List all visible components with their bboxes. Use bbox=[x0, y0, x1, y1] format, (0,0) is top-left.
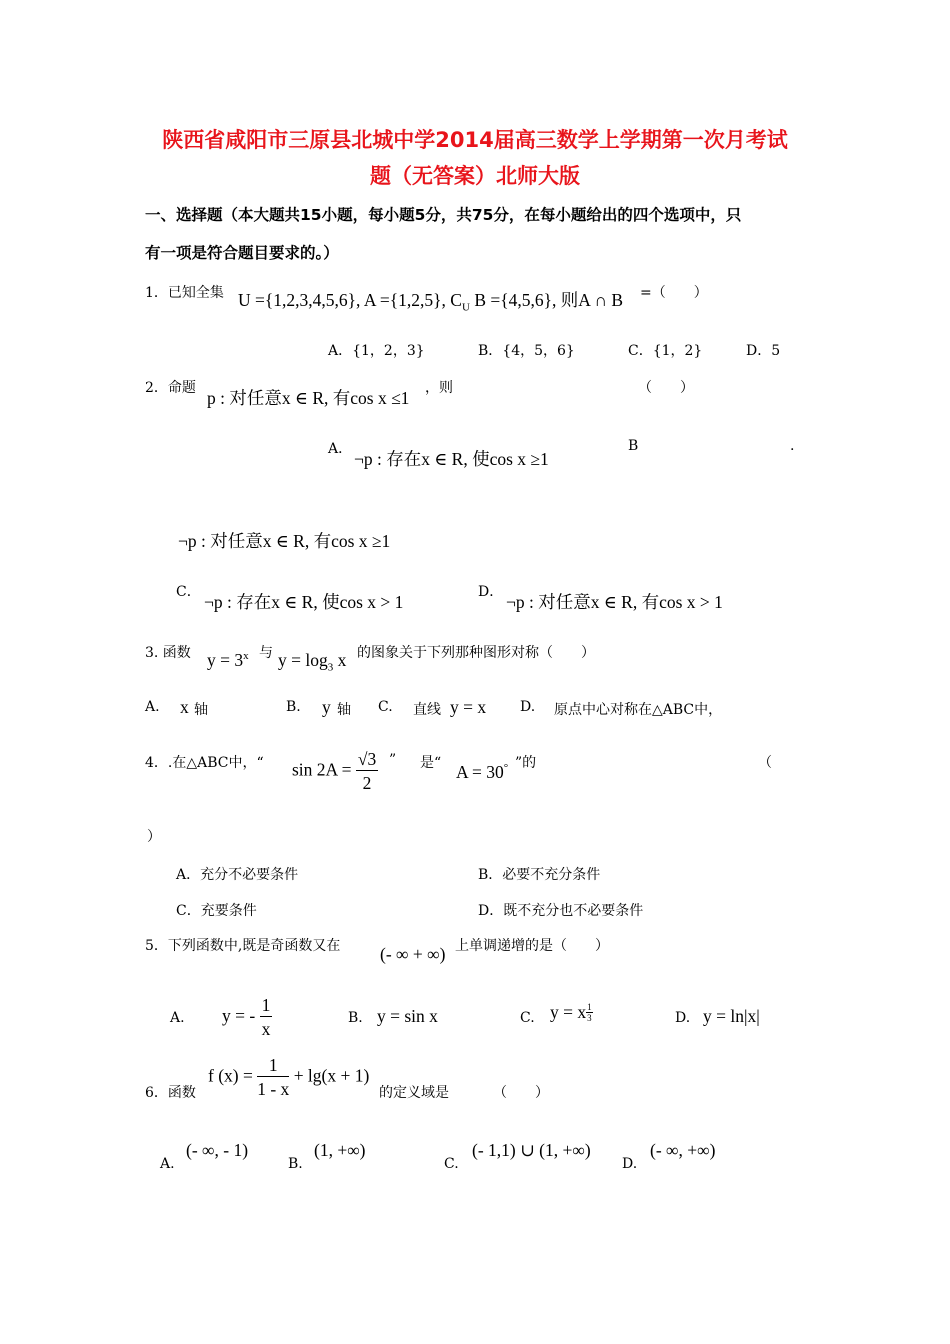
q4-option-c: C．充要条件 bbox=[176, 903, 257, 919]
title-line-2: 题（无答案）北师大版 bbox=[370, 164, 580, 188]
q5-option-c-label: C. bbox=[520, 1010, 535, 1026]
q2-option-d-expr: ¬p : 对任意x ∈ R, 有cos x > 1 bbox=[506, 592, 723, 612]
q4-is: 是“ bbox=[420, 755, 442, 771]
section-header-line-1: 一、选择题（本大题共15小题，每小题5分，共75分，在每小题给出的四个选项中，只 bbox=[145, 206, 742, 224]
q3-mid: 与 bbox=[259, 645, 273, 661]
q2-tail: ，则 bbox=[425, 380, 453, 396]
q6-option-b-expr: (1, +∞) bbox=[314, 1140, 366, 1160]
q5-interval: (- ∞ + ∞) bbox=[380, 944, 446, 964]
q4-option-b: B．必要不充分条件 bbox=[478, 867, 601, 883]
q5-tail: 上单调递增的是（ ） bbox=[455, 938, 609, 954]
q3-lead: 3. 函数 bbox=[145, 645, 191, 661]
q4-tail: ”的 bbox=[515, 755, 537, 771]
q6-option-a-label: A. bbox=[160, 1156, 175, 1172]
q6-lead: 6．函数 bbox=[145, 1085, 196, 1101]
q2-option-b-label: B bbox=[628, 438, 639, 454]
q2-option-b-dot: . bbox=[790, 438, 795, 454]
q4-paren-close: ） bbox=[147, 829, 161, 845]
q5-option-b-label: B. bbox=[348, 1010, 363, 1026]
q5-option-a-label: A. bbox=[170, 1010, 185, 1026]
q2-option-a-expr: ¬p : 存在x ∈ R, 使cos x ≥1 bbox=[354, 449, 549, 469]
q2-option-d-label: D． bbox=[478, 584, 504, 600]
q3-option-b-expr: y bbox=[322, 697, 331, 717]
q3-function-1: $y = 3^x$ bbox=[207, 650, 249, 670]
q1-option-a: A．{1，2，3} bbox=[328, 343, 425, 359]
q3-option-c-text: 直线 bbox=[413, 702, 441, 718]
q1-expression: U ={1,2,3,4,5,6}, A ={1,2,5}, $C_U$ B ={4,5,6}, 则A ∩ B bbox=[238, 290, 624, 314]
q6-option-d-label: D. bbox=[622, 1156, 638, 1172]
q3-option-b-text: 轴 bbox=[337, 702, 351, 718]
q4-lhs-expr: sin 2A = $\frac{√3}{2}$ bbox=[292, 749, 377, 793]
q4-lead: 4．.在△ABC中，“ bbox=[145, 755, 264, 771]
q2-option-c-label: C． bbox=[176, 584, 201, 600]
q5-lead: 5．下列函数中,既是奇函数又在 bbox=[145, 938, 341, 954]
q1-option-b: B．{4，5，6} bbox=[478, 343, 575, 359]
q2-option-b-expr: ¬p : 对任意x ∈ R, 有cos x ≥1 bbox=[178, 531, 391, 551]
q5-option-d-expr: y = ln|x| bbox=[703, 1006, 760, 1026]
q3-option-c-label: C. bbox=[378, 699, 393, 715]
q6-option-c-label: C. bbox=[444, 1156, 459, 1172]
q3-option-a-label: A. bbox=[145, 699, 160, 715]
q3-option-c-expr: y = x bbox=[450, 697, 487, 717]
q4-fraction-numerator: √3 bbox=[357, 749, 377, 769]
q4-option-d: D．既不充分也不必要条件 bbox=[478, 903, 644, 919]
q6-expression: f (x) = $\frac{1}{1 - x}$ + lg(x + 1) bbox=[208, 1055, 370, 1099]
q5-option-d-label: D. bbox=[675, 1010, 691, 1026]
q2-lead: 2．命题 bbox=[145, 380, 196, 396]
q6-option-b-label: B. bbox=[288, 1156, 303, 1172]
q1-option-c: C．{1，2} bbox=[628, 343, 703, 359]
q2-proposition: p : 对任意x ∈ R, 有cos x ≤1 bbox=[207, 388, 410, 408]
q3-function-2: $y = \log_3 x$ bbox=[278, 650, 347, 674]
q1-option-d: D．5 bbox=[746, 343, 781, 359]
q2-option-a-label: A． bbox=[328, 441, 353, 457]
q3-tail: 的图象关于下列那种图形对称（ ） bbox=[357, 645, 595, 661]
q3-option-d-label: D. bbox=[520, 699, 536, 715]
section-header-line-2: 有一项是符合题目要求的。） bbox=[145, 244, 339, 262]
q5-option-c-expr: y = x $\frac{1}{3}$ bbox=[550, 1002, 592, 1023]
q6-paren: （ ） bbox=[493, 1085, 549, 1101]
q4-option-a: A．充分不必要条件 bbox=[176, 867, 299, 883]
q2-option-c-expr: ¬p : 存在x ∈ R, 使cos x > 1 bbox=[204, 592, 404, 612]
q6-option-c-expr: (- 1,1) ∪ (1, +∞) bbox=[472, 1140, 591, 1160]
q3-option-a-text: 轴 bbox=[194, 702, 208, 718]
q1-paren: =（ ） bbox=[640, 285, 708, 301]
q1-lead: 1．已知全集 bbox=[145, 285, 224, 301]
q4-fraction-denominator: 2 bbox=[362, 773, 372, 793]
q3-option-b-label: B. bbox=[286, 699, 301, 715]
q2-paren: （ ） bbox=[638, 380, 694, 396]
q4-rhs-expr: A = 30° bbox=[456, 762, 509, 782]
q6-option-a-expr: (- ∞, - 1) bbox=[186, 1140, 249, 1160]
q3-option-a-expr: x bbox=[180, 697, 189, 717]
q5-option-a-expr: y = - $\frac{1}{x}$ bbox=[222, 995, 271, 1039]
q6-option-d-expr: (- ∞, +∞) bbox=[650, 1140, 716, 1160]
q3-option-d-text: 原点中心对称在△ABC中， bbox=[554, 702, 723, 718]
q6-tail: 的定义域是 bbox=[379, 1085, 449, 1101]
title-line-1: 陕西省咸阳市三原县北城中学2014届高三数学上学期第一次月考试 bbox=[162, 128, 788, 152]
q4-quote-close: ” bbox=[389, 752, 397, 768]
q4-paren-open: （ bbox=[758, 755, 772, 771]
q5-option-b-expr: y = sin x bbox=[377, 1006, 438, 1026]
